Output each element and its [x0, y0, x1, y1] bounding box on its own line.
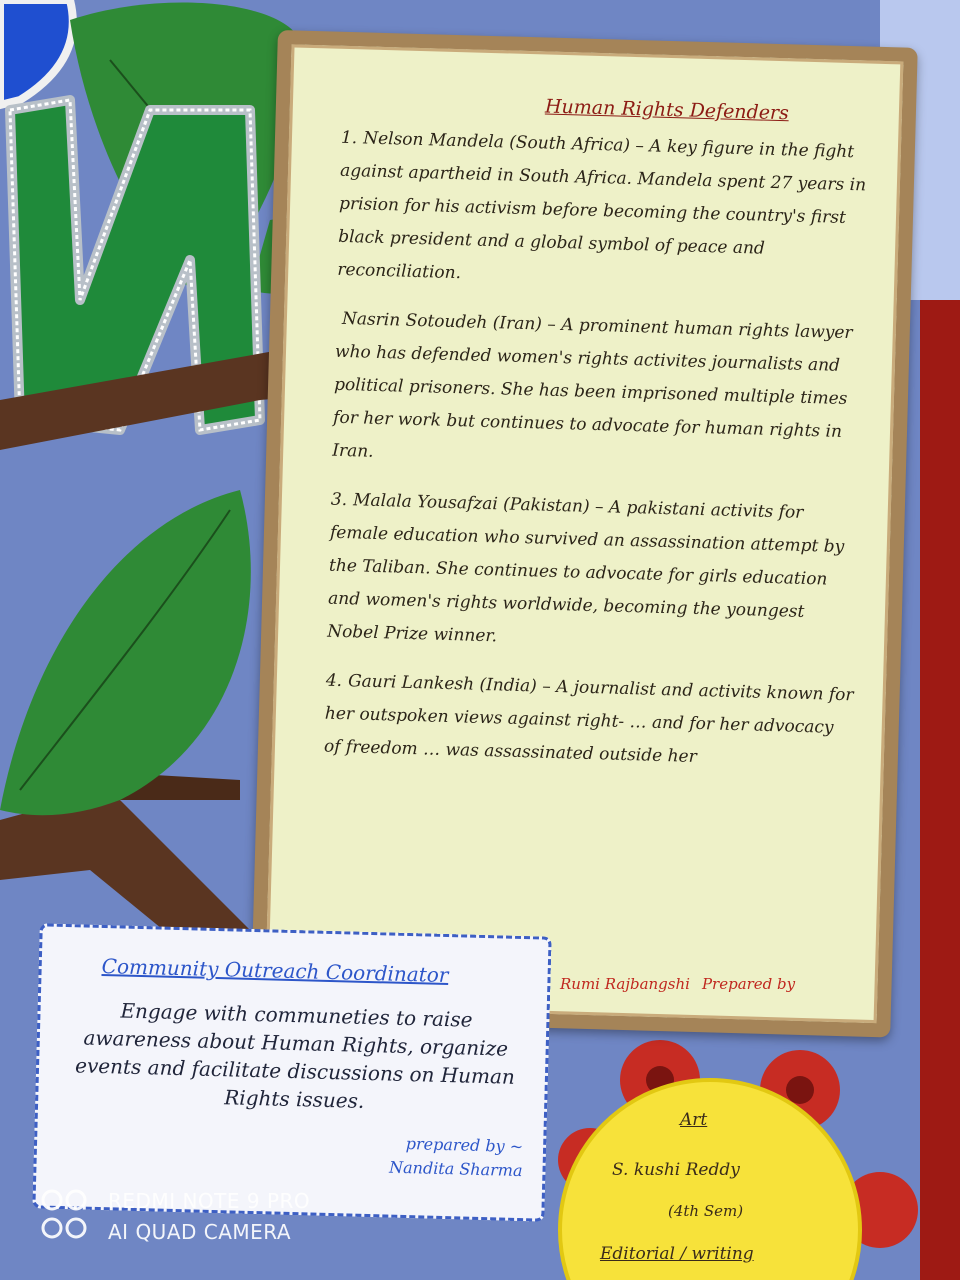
- camera-logo-icon: [40, 1188, 88, 1242]
- entry-number: 4.: [325, 670, 343, 692]
- human-rights-defenders-card: [250, 30, 917, 1037]
- signature-label: Prepared by: [701, 975, 796, 993]
- note-signed-label: prepared by ~: [405, 1134, 524, 1157]
- entry-text: Gauri Lankesh (India) – A journalist and activits known for her outspoken views against right- … and for her advocacy of freedom … was assassinated outside her: [323, 671, 854, 767]
- entry-number: 3.: [330, 489, 348, 511]
- card-title: Human Rights Defenders: [544, 95, 790, 125]
- entry-text: Nelson Mandela (South Africa) – A key figure in the fight against apartheid in South Africa. Mandela spent 27 years in prision for his activism before becoming the country's first black president and a global symbol of peace and reconciliation.: [337, 128, 867, 284]
- note-signature: [62, 1123, 523, 1183]
- defender-entry-4: [324, 665, 857, 779]
- art-footer: Editorial / writing: [600, 1244, 754, 1264]
- entry-text: Malala Yousafzai (Pakistan) – A pakistani activits for female education who survived an assassination attempt by the Taliban. She continues to advocate for girls education and women's rights worldwide, becoming the youngest Nobel Prize winner.: [326, 490, 845, 647]
- entry-text: Nasrin Sotoudeh (Iran) – A prominent human rights lawyer who has defended women's rights activites journalists and political prisoners. She has been imprisoned multiple times for her work but continues to advocate for human rights in Iran.: [331, 308, 853, 462]
- community-outreach-note: [32, 923, 551, 1221]
- entry-number: 1.: [340, 127, 358, 149]
- watermark-line-1: REDMI NOTE 9 PRO: [108, 1189, 311, 1213]
- art-name: S. kushi Reddy: [612, 1160, 740, 1180]
- red-curtain: [920, 300, 960, 1280]
- art-semester: (4th Sem): [668, 1202, 744, 1220]
- entry-number: [336, 309, 337, 329]
- note-signed-name: Nandita Sharma: [388, 1157, 523, 1181]
- note-body: Engage with communeties to raise awareness about Human Rights, organize events and facilitate discussions on Human Rights issues.: [74, 998, 516, 1113]
- signature-name: Rumi Rajbangshi: [560, 975, 690, 993]
- blue-circle-decoration: [0, 0, 73, 105]
- camera-watermark: [40, 1186, 310, 1248]
- watermark-line-2: AI QUAD CAMERA: [108, 1220, 292, 1244]
- art-heading: Art: [680, 1110, 708, 1130]
- defender-entry-2: [332, 303, 866, 483]
- defender-entry-3: [327, 484, 861, 664]
- defender-entry-1: [337, 122, 871, 302]
- card-signature: [560, 975, 807, 993]
- note-title: Community Outreach Coordinator: [101, 953, 449, 988]
